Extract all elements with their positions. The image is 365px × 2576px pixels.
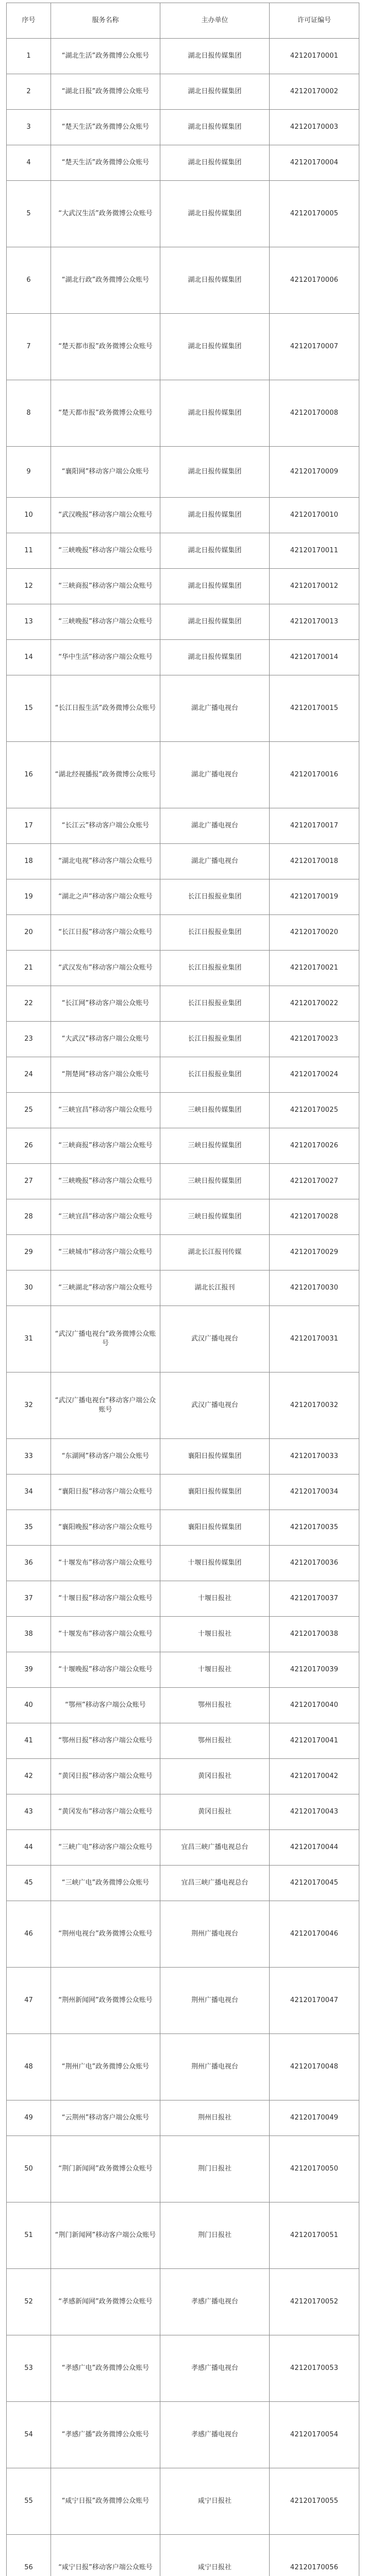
row-seq-cell: 53	[7, 2335, 51, 2402]
row-org-cell: 鄂州日报社	[160, 1688, 270, 1723]
row-seq-cell: 12	[7, 569, 51, 604]
row-name-cell: “云荆州”移动客户端公众账号	[51, 2100, 160, 2136]
row-org-cell: 湖北日报传媒集团	[160, 640, 270, 675]
row-license-cell: 42120170033	[270, 1439, 359, 1475]
row-license-cell: 42120170051	[270, 2202, 359, 2269]
row-license-cell: 42120170025	[270, 1093, 359, 1128]
row-seq-cell: 42	[7, 1759, 51, 1794]
row-org-cell: 三峡日报传媒集团	[160, 1199, 270, 1235]
row-org-cell: 襄阳日报传媒集团	[160, 1439, 270, 1475]
table-row	[7, 569, 359, 604]
row-name-cell: “孝感广播”政务微博公众账号	[51, 2402, 160, 2468]
table-row	[7, 1794, 359, 1830]
row-license-cell: 42120170026	[270, 1128, 359, 1164]
row-seq-cell: 9	[7, 447, 51, 498]
row-org-cell: 湖北日报传媒集团	[160, 498, 270, 533]
row-license-cell: 42120170007	[270, 314, 359, 380]
table-row	[7, 2468, 359, 2535]
table-row	[7, 181, 359, 247]
license-table	[6, 3, 359, 2576]
row-org-cell: 黄冈日报社	[160, 1759, 270, 1794]
row-license-cell: 42120170023	[270, 1022, 359, 1057]
row-name-cell: “黄冈日报”移动客户端公众账号	[51, 1759, 160, 1794]
table-row	[7, 1617, 359, 1652]
row-seq-cell: 2	[7, 74, 51, 110]
row-name-cell: “湖北电视”移动客户端公众账号	[51, 844, 160, 879]
table-row	[7, 2100, 359, 2136]
row-org-cell: 长江日报报业集团	[160, 986, 270, 1022]
table-row	[7, 2269, 359, 2335]
table-row	[7, 675, 359, 742]
row-name-cell: “黄冈发布”移动客户端公众账号	[51, 1794, 160, 1830]
row-org-cell: 宜昌三峡广播电视总台	[160, 1830, 270, 1866]
row-org-cell: 武汉广播电视台	[160, 1372, 270, 1439]
row-license-cell: 42120170042	[270, 1759, 359, 1794]
row-name-cell: “孝感广电”政务微博公众账号	[51, 2335, 160, 2402]
table-row	[7, 145, 359, 181]
row-org-cell: 湖北日报传媒集团	[160, 145, 270, 181]
row-org-cell: 十堰日报社	[160, 1581, 270, 1617]
row-org-cell: 湖北日报传媒集团	[160, 533, 270, 569]
row-name-cell: “湖北之声”移动客户端公众账号	[51, 879, 160, 915]
table-row	[7, 640, 359, 675]
table-row	[7, 1128, 359, 1164]
row-org-cell: 荆门日报社	[160, 2202, 270, 2269]
row-seq-cell: 39	[7, 1652, 51, 1688]
row-org-cell: 湖北长江报刊传媒	[160, 1235, 270, 1270]
row-name-cell: “湖北经视播报”政务微博公众账号	[51, 742, 160, 808]
row-seq-cell: 40	[7, 1688, 51, 1723]
row-seq-cell: 3	[7, 110, 51, 145]
row-seq-cell: 22	[7, 986, 51, 1022]
row-seq-cell: 41	[7, 1723, 51, 1759]
row-name-cell: “荆州电视台”政务微博公众账号	[51, 1901, 160, 1968]
table-row	[7, 1306, 359, 1372]
table-row	[7, 1830, 359, 1866]
row-name-cell: “三峡宜昌”移动客户端公众账号	[51, 1093, 160, 1128]
row-org-cell: 长江日报报业集团	[160, 879, 270, 915]
table-row	[7, 986, 359, 1022]
row-license-cell: 42120170009	[270, 447, 359, 498]
row-license-cell: 42120170020	[270, 915, 359, 951]
table-row	[7, 2402, 359, 2468]
table-row	[7, 844, 359, 879]
row-org-cell: 十堰日报传媒集团	[160, 1546, 270, 1581]
row-license-cell: 42120170022	[270, 986, 359, 1022]
row-org-cell: 湖北日报传媒集团	[160, 314, 270, 380]
row-license-cell: 42120170038	[270, 1617, 359, 1652]
row-seq-cell: 54	[7, 2402, 51, 2468]
row-license-cell: 42120170036	[270, 1546, 359, 1581]
row-org-cell: 湖北广播电视台	[160, 675, 270, 742]
row-org-cell: 湖北日报传媒集团	[160, 604, 270, 640]
row-license-cell: 42120170040	[270, 1688, 359, 1723]
row-org-cell: 三峡日报传媒集团	[160, 1128, 270, 1164]
row-org-cell: 孝感广播电视台	[160, 2269, 270, 2335]
row-seq-cell: 36	[7, 1546, 51, 1581]
table-row	[7, 1270, 359, 1306]
row-seq-cell: 8	[7, 380, 51, 447]
row-name-cell: “楚天都市报”政务微博公众账号	[51, 314, 160, 380]
table-body	[7, 39, 359, 2576]
row-license-cell: 42120170044	[270, 1830, 359, 1866]
row-org-cell: 黄冈日报社	[160, 1794, 270, 1830]
row-seq-cell: 48	[7, 2034, 51, 2100]
row-seq-cell: 13	[7, 604, 51, 640]
row-name-cell: “湖北行政”政务微博公众账号	[51, 247, 160, 314]
row-seq-cell: 19	[7, 879, 51, 915]
row-seq-cell: 44	[7, 1830, 51, 1866]
table-row	[7, 498, 359, 533]
row-license-cell: 42120170004	[270, 145, 359, 181]
row-name-cell: “长江日报”移动客户端公众账号	[51, 915, 160, 951]
row-license-cell: 42120170008	[270, 380, 359, 447]
table-row	[7, 1093, 359, 1128]
row-seq-cell: 51	[7, 2202, 51, 2269]
row-seq-cell: 47	[7, 1968, 51, 2034]
row-seq-cell: 14	[7, 640, 51, 675]
row-license-cell: 42120170005	[270, 181, 359, 247]
row-seq-cell: 10	[7, 498, 51, 533]
row-name-cell: “三峡城市”移动客户端公众账号	[51, 1235, 160, 1270]
table-row	[7, 1372, 359, 1439]
row-name-cell: “荆门新闻网”政务微博公众账号	[51, 2136, 160, 2202]
row-org-cell: 湖北日报传媒集团	[160, 74, 270, 110]
row-license-cell: 42120170024	[270, 1057, 359, 1093]
table-row	[7, 533, 359, 569]
row-license-cell: 42120170021	[270, 951, 359, 986]
row-license-cell: 42120170052	[270, 2269, 359, 2335]
row-seq-cell: 49	[7, 2100, 51, 2136]
row-license-cell: 42120170041	[270, 1723, 359, 1759]
table-row	[7, 2335, 359, 2402]
table-row	[7, 1866, 359, 1901]
row-license-cell: 42120170027	[270, 1164, 359, 1199]
row-name-cell: “十堰晚报”移动客户端公众账号	[51, 1652, 160, 1688]
row-name-cell: “十堰日报”移动客户端公众账号	[51, 1581, 160, 1617]
row-org-cell: 襄阳日报传媒集团	[160, 1510, 270, 1546]
row-name-cell: “三峡广电”政务微博公众账号	[51, 1866, 160, 1901]
row-org-cell: 咸宁日报社	[160, 2468, 270, 2535]
row-org-cell: 湖北日报传媒集团	[160, 569, 270, 604]
row-license-cell: 42120170006	[270, 247, 359, 314]
table-row	[7, 879, 359, 915]
row-name-cell: “鄂州”移动客户端公众账号	[51, 1688, 160, 1723]
table-row	[7, 2202, 359, 2269]
row-org-cell: 三峡日报传媒集团	[160, 1093, 270, 1128]
row-seq-cell: 1	[7, 39, 51, 74]
table-row	[7, 951, 359, 986]
row-name-cell: “湖北日报”政务微博公众账号	[51, 74, 160, 110]
row-license-cell: 42120170002	[270, 74, 359, 110]
row-name-cell: “东湖网”移动客户端公众账号	[51, 1439, 160, 1475]
table-row	[7, 1510, 359, 1546]
table-row	[7, 74, 359, 110]
row-org-cell: 武汉广播电视台	[160, 1306, 270, 1372]
row-org-cell: 荆门日报社	[160, 2136, 270, 2202]
row-seq-cell: 4	[7, 145, 51, 181]
row-seq-cell: 5	[7, 181, 51, 247]
row-name-cell: “武汉晚报”移动客户端公众账号	[51, 498, 160, 533]
row-license-cell: 42120170012	[270, 569, 359, 604]
row-seq-cell: 46	[7, 1901, 51, 1968]
table-row	[7, 447, 359, 498]
table-row	[7, 1022, 359, 1057]
row-name-cell: “咸宁日报”移动客户端公众账号	[51, 2535, 160, 2576]
row-seq-cell: 26	[7, 1128, 51, 1164]
row-seq-cell: 56	[7, 2535, 51, 2576]
row-name-cell: “武汉广播电视台”政务微博公众账号	[51, 1306, 160, 1372]
row-license-cell: 42120170029	[270, 1235, 359, 1270]
row-license-cell: 42120170018	[270, 844, 359, 879]
row-seq-cell: 28	[7, 1199, 51, 1235]
row-name-cell: “大武汉生活”政务微博公众账号	[51, 181, 160, 247]
row-name-cell: “三峡晚报”移动客户端公众账号	[51, 1164, 160, 1199]
row-org-cell: 长江日报报业集团	[160, 1057, 270, 1093]
table-row	[7, 742, 359, 808]
row-license-cell: 42120170014	[270, 640, 359, 675]
table-row	[7, 1546, 359, 1581]
row-name-cell: “三峡晚报”移动客户端公众账号	[51, 604, 160, 640]
row-license-cell: 42120170050	[270, 2136, 359, 2202]
row-license-cell: 42120170045	[270, 1866, 359, 1901]
row-seq-cell: 29	[7, 1235, 51, 1270]
row-seq-cell: 35	[7, 1510, 51, 1546]
row-org-cell: 三峡日报传媒集团	[160, 1164, 270, 1199]
header-license: 许可证编号	[270, 3, 359, 39]
row-license-cell: 42120170016	[270, 742, 359, 808]
table-row	[7, 1439, 359, 1475]
row-license-cell: 42120170049	[270, 2100, 359, 2136]
row-name-cell: “长江日报生活”政务微博公众账号	[51, 675, 160, 742]
row-seq-cell: 32	[7, 1372, 51, 1439]
row-name-cell: “荆州广电”政务微博公众账号	[51, 2034, 160, 2100]
table-row	[7, 2136, 359, 2202]
table-row	[7, 1723, 359, 1759]
row-seq-cell: 23	[7, 1022, 51, 1057]
row-name-cell: “荆楚网”移动客户端公众账号	[51, 1057, 160, 1093]
row-org-cell: 十堰日报社	[160, 1617, 270, 1652]
row-seq-cell: 27	[7, 1164, 51, 1199]
table-row	[7, 915, 359, 951]
row-license-cell: 42120170015	[270, 675, 359, 742]
row-license-cell: 42120170039	[270, 1652, 359, 1688]
table-row	[7, 1968, 359, 2034]
row-license-cell: 42120170001	[270, 39, 359, 74]
row-seq-cell: 20	[7, 915, 51, 951]
header-org: 主办单位	[160, 3, 270, 39]
table-row	[7, 1688, 359, 1723]
row-name-cell: “孝感新闻网”政务微博公众账号	[51, 2269, 160, 2335]
row-license-cell: 42120170031	[270, 1306, 359, 1372]
row-name-cell: “咸宁日报”政务微博公众账号	[51, 2468, 160, 2535]
row-license-cell: 42120170034	[270, 1475, 359, 1510]
row-name-cell: “十堰发布”移动客户端公众账号	[51, 1546, 160, 1581]
row-org-cell: 襄阳日报传媒集团	[160, 1475, 270, 1510]
header-name: 服务名称	[51, 3, 160, 39]
row-license-cell: 42120170032	[270, 1372, 359, 1439]
header-seq: 序号	[7, 3, 51, 39]
table-row	[7, 39, 359, 74]
table-row	[7, 2034, 359, 2100]
row-seq-cell: 15	[7, 675, 51, 742]
row-name-cell: “楚天都市报”政务微博公众账号	[51, 380, 160, 447]
row-org-cell: 鄂州日报社	[160, 1723, 270, 1759]
row-org-cell: 孝感广播电视台	[160, 2402, 270, 2468]
row-name-cell: “襄阳日报”移动客户端公众账号	[51, 1475, 160, 1510]
row-org-cell: 荆州广播电视台	[160, 1968, 270, 2034]
row-name-cell: “鄂州日报”移动客户端公众账号	[51, 1723, 160, 1759]
table-row	[7, 1164, 359, 1199]
row-name-cell: “长江网”移动客户端公众账号	[51, 986, 160, 1022]
row-org-cell: 湖北日报传媒集团	[160, 380, 270, 447]
row-org-cell: 湖北日报传媒集团	[160, 447, 270, 498]
table-row	[7, 808, 359, 844]
table-row	[7, 1759, 359, 1794]
row-name-cell: “荆州新闻网”政务微博公众账号	[51, 1968, 160, 2034]
row-seq-cell: 6	[7, 247, 51, 314]
row-org-cell: 长江日报报业集团	[160, 915, 270, 951]
row-org-cell: 湖北广播电视台	[160, 742, 270, 808]
row-seq-cell: 45	[7, 1866, 51, 1901]
row-org-cell: 湖北日报传媒集团	[160, 39, 270, 74]
row-license-cell: 42120170013	[270, 604, 359, 640]
row-license-cell: 42120170054	[270, 2402, 359, 2468]
row-license-cell: 42120170037	[270, 1581, 359, 1617]
row-name-cell: “长江云”移动客户端公众账号	[51, 808, 160, 844]
row-org-cell: 孝感广播电视台	[160, 2335, 270, 2402]
row-seq-cell: 24	[7, 1057, 51, 1093]
table-row	[7, 247, 359, 314]
row-license-cell: 42120170043	[270, 1794, 359, 1830]
row-name-cell: “三峡湖北”移动客户端公众账号	[51, 1270, 160, 1306]
row-name-cell: “湖北生活”政务微博公众账号	[51, 39, 160, 74]
row-name-cell: “三峡晚报”移动客户端公众账号	[51, 533, 160, 569]
table-header-row	[7, 3, 359, 39]
row-license-cell: 42120170046	[270, 1901, 359, 1968]
row-seq-cell: 33	[7, 1439, 51, 1475]
license-table-sheet	[6, 3, 359, 2576]
row-org-cell: 荆州日报社	[160, 2100, 270, 2136]
row-name-cell: “武汉广播电视台”移动客户端公众账号	[51, 1372, 160, 1439]
row-name-cell: “华中生活”移动客户端公众账号	[51, 640, 160, 675]
row-org-cell: 荆州广播电视台	[160, 1901, 270, 1968]
row-name-cell: “三峡商报”移动客户端公众账号	[51, 1128, 160, 1164]
row-name-cell: “三峡商报”移动客户端公众账号	[51, 569, 160, 604]
table-row	[7, 1199, 359, 1235]
row-org-cell: 荆州广播电视台	[160, 2034, 270, 2100]
row-org-cell: 长江日报报业集团	[160, 1022, 270, 1057]
row-license-cell: 42120170011	[270, 533, 359, 569]
row-license-cell: 42120170048	[270, 2034, 359, 2100]
row-seq-cell: 21	[7, 951, 51, 986]
row-seq-cell: 34	[7, 1475, 51, 1510]
row-org-cell: 宜昌三峡广播电视总台	[160, 1866, 270, 1901]
table-row	[7, 1901, 359, 1968]
row-org-cell: 湖北日报传媒集团	[160, 110, 270, 145]
row-org-cell: 长江日报报业集团	[160, 951, 270, 986]
row-seq-cell: 18	[7, 844, 51, 879]
row-name-cell: “襄阳网”移动客户端公众账号	[51, 447, 160, 498]
row-name-cell: “大武汉”移动客户端公众账号	[51, 1022, 160, 1057]
row-name-cell: “三峡宜昌”移动客户端公众账号	[51, 1199, 160, 1235]
table-row	[7, 1475, 359, 1510]
row-seq-cell: 17	[7, 808, 51, 844]
row-seq-cell: 52	[7, 2269, 51, 2335]
row-name-cell: “荆门新闻网”移动客户端公众账号	[51, 2202, 160, 2269]
table-row	[7, 1235, 359, 1270]
row-license-cell: 42120170010	[270, 498, 359, 533]
table-row	[7, 1581, 359, 1617]
row-license-cell: 42120170053	[270, 2335, 359, 2402]
row-org-cell: 湖北长江报刊	[160, 1270, 270, 1306]
row-license-cell: 42120170035	[270, 1510, 359, 1546]
row-seq-cell: 7	[7, 314, 51, 380]
row-seq-cell: 30	[7, 1270, 51, 1306]
row-org-cell: 湖北广播电视台	[160, 844, 270, 879]
row-seq-cell: 37	[7, 1581, 51, 1617]
table-row	[7, 314, 359, 380]
row-name-cell: “武汉发布”移动客户端公众账号	[51, 951, 160, 986]
table-row	[7, 110, 359, 145]
table-row	[7, 1057, 359, 1093]
table-row	[7, 1652, 359, 1688]
row-seq-cell: 31	[7, 1306, 51, 1372]
row-license-cell: 42120170017	[270, 808, 359, 844]
row-seq-cell: 11	[7, 533, 51, 569]
row-org-cell: 十堰日报社	[160, 1652, 270, 1688]
row-license-cell: 42120170047	[270, 1968, 359, 2034]
row-seq-cell: 16	[7, 742, 51, 808]
row-seq-cell: 38	[7, 1617, 51, 1652]
row-org-cell: 湖北广播电视台	[160, 808, 270, 844]
row-seq-cell: 25	[7, 1093, 51, 1128]
row-org-cell: 咸宁日报社	[160, 2535, 270, 2576]
row-name-cell: “楚天生活”政务微博公众账号	[51, 110, 160, 145]
row-org-cell: 湖北日报传媒集团	[160, 181, 270, 247]
row-license-cell: 42120170055	[270, 2468, 359, 2535]
row-seq-cell: 50	[7, 2136, 51, 2202]
row-license-cell: 42120170056	[270, 2535, 359, 2576]
row-name-cell: “三峡广电”移动客户端公众账号	[51, 1830, 160, 1866]
row-license-cell: 42120170019	[270, 879, 359, 915]
row-name-cell: “楚天生活”政务微博公众账号	[51, 145, 160, 181]
row-seq-cell: 43	[7, 1794, 51, 1830]
table-row	[7, 380, 359, 447]
row-name-cell: “襄阳晚报”移动客户端公众账号	[51, 1510, 160, 1546]
row-license-cell: 42120170030	[270, 1270, 359, 1306]
row-license-cell: 42120170003	[270, 110, 359, 145]
table-row	[7, 2535, 359, 2576]
row-name-cell: “十堰发布”移动客户端公众账号	[51, 1617, 160, 1652]
row-license-cell: 42120170028	[270, 1199, 359, 1235]
table-row	[7, 604, 359, 640]
row-seq-cell: 55	[7, 2468, 51, 2535]
row-org-cell: 湖北日报传媒集团	[160, 247, 270, 314]
